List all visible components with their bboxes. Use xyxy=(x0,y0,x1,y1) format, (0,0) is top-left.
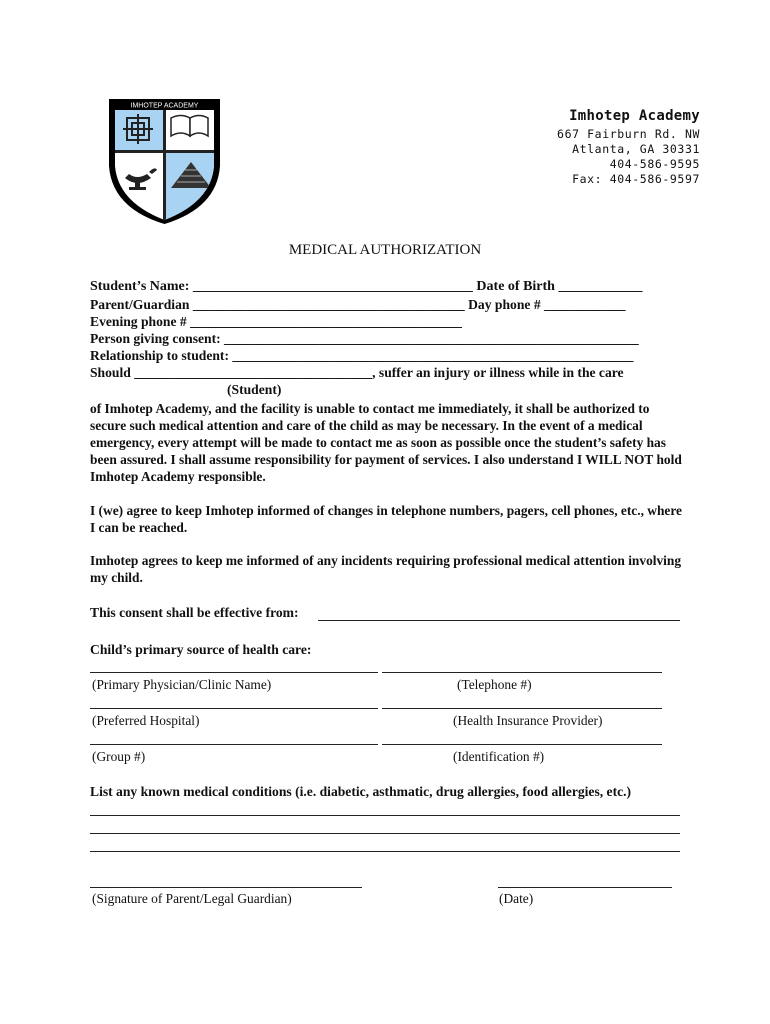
parent-guardian-field[interactable]: Parent/Guardian ________________________________________ Day phone # ____________ xyxy=(90,297,626,312)
conditions-line-2[interactable] xyxy=(90,833,680,834)
insurance-caption: (Health Insurance Provider) xyxy=(453,713,603,728)
authorization-paragraph: of Imhotep Academy, and the facility is unable to contact me immediately, it shall be authorized to secure such medical attention and care of the child as may be necessary. In the event of a medical emergency, every attempt will be made to contact me as soon as possible once the student’s safety has been assured. I shall assume responsibility for payment of services. I also understand I WILL NOT hold Imhotep Academy responsible. xyxy=(90,401,682,484)
conditions-line-1[interactable] xyxy=(90,815,680,816)
evening-phone-field[interactable]: Evening phone # ________________________________________ xyxy=(90,314,462,329)
school-city: Atlanta, GA 30331 xyxy=(572,142,700,156)
person-giving-consent-field[interactable]: Person giving consent: _____________________________________________________________ xyxy=(90,331,639,346)
consent-effective-label: This consent shall be effective from: xyxy=(90,605,299,620)
academy-logo xyxy=(107,96,222,224)
school-phone: 404-586-9595 xyxy=(609,157,700,171)
logo-band-text: IMHOTEP ACADEMY xyxy=(130,102,199,110)
signature-caption: (Signature of Parent/Legal Guardian) xyxy=(92,891,292,906)
student-name-field[interactable]: Student’s Name: ________________________________________ Date of Birth ____________ xyxy=(90,279,643,294)
relationship-field[interactable]: Relationship to student: ___________________________________________________________ xyxy=(90,348,634,363)
incident-paragraph: Imhotep agrees to keep me informed of any incidents requiring professional medical attention involving my child. xyxy=(90,553,682,585)
telephone-input[interactable] xyxy=(382,672,662,673)
conditions-line-3[interactable] xyxy=(90,851,680,852)
identification-input[interactable] xyxy=(382,744,662,745)
school-street: 667 Fairburn Rd. NW xyxy=(557,127,700,141)
physician-caption: (Primary Physician/Clinic Name) xyxy=(92,677,272,692)
school-fax: Fax: 404-586-9597 xyxy=(572,172,700,186)
student-caption: (Student) xyxy=(227,382,282,397)
physician-input[interactable] xyxy=(90,672,378,673)
signature-input[interactable] xyxy=(90,887,362,888)
conditions-heading: List any known medical conditions (i.e. diabetic, asthmatic, drug allergies, food allergies, etc.) xyxy=(90,784,632,799)
date-input[interactable] xyxy=(498,887,672,888)
health-care-heading: Child’s primary source of health care: xyxy=(90,642,312,657)
insurance-input[interactable] xyxy=(382,708,662,709)
contact-update-paragraph: I (we) agree to keep Imhotep informed of changes in telephone numbers, pagers, cell phones, etc., where I can be reached. xyxy=(90,503,682,535)
hospital-caption: (Preferred Hospital) xyxy=(92,713,200,728)
consent-effective-input[interactable] xyxy=(318,620,680,621)
telephone-caption: (Telephone #) xyxy=(457,677,532,692)
page-title: MEDICAL AUTHORIZATION xyxy=(288,242,482,258)
group-caption: (Group #) xyxy=(92,749,146,764)
should-student-field[interactable]: Should ___________________________________, suffer an injury or illness while in the care xyxy=(90,365,624,380)
hospital-input[interactable] xyxy=(90,708,378,709)
school-name: Imhotep Academy xyxy=(569,108,700,124)
shield-quadrant-tl xyxy=(115,110,165,152)
identification-caption: (Identification #) xyxy=(453,749,545,764)
shield-crest-icon xyxy=(107,96,222,224)
group-input[interactable] xyxy=(90,744,378,745)
date-caption: (Date) xyxy=(499,891,534,906)
